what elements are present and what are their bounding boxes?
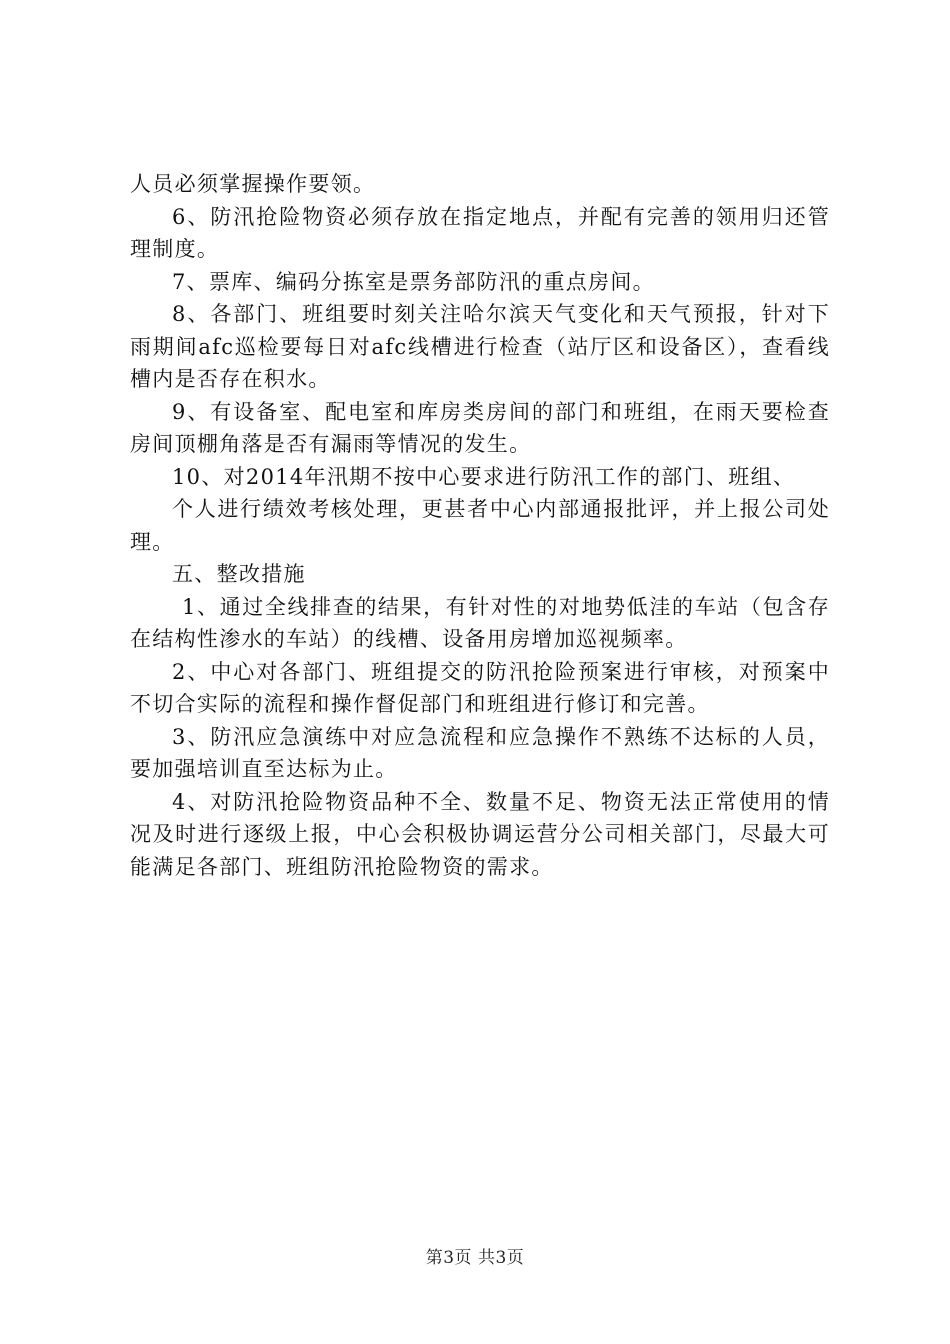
paragraph-measure-3: 3、防汛应急演练中对应急流程和应急操作不熟练不达标的人员，要加强培训直至达标为止。 — [130, 724, 830, 781]
paragraph-item-10: 10、对2014年汛期不按中心要求进行防汛工作的部门、班组、 — [172, 464, 796, 489]
paragraph-item-7: 7、票库、编码分拣室是票务部防汛的重点房间。 — [172, 269, 655, 294]
paragraph-item-10-continued: 个人进行绩效考核处理，更甚者中心内部通报批评，并上报公司处理。 — [130, 497, 830, 554]
paragraph-item-8: 8、各部门、班组要时刻关注哈尔滨天气变化和天气预报，针对下雨期间afc巡检要每日对afc线槽进行检查（站厅区和设备区），查看线槽内是否存在积水。 — [130, 302, 830, 391]
document-body — [130, 168, 830, 883]
paragraph-measure-2: 2、中心对各部门、班组提交的防汛抢险预案进行审核，对预案中不切合实际的流程和操作督促部门和班组进行修订和完善。 — [130, 659, 830, 716]
paragraph-measure-4: 4、对防汛抢险物资品种不全、数量不足、物资无法正常使用的情况及时进行逐级上报，中心会积极协调运营分公司相关部门，尽最大可能满足各部门、班组防汛抢险物资的需求。 — [130, 789, 830, 879]
section-heading-rectification: 五、整改措施 — [172, 562, 306, 586]
page-footer: 第3页 共3页 — [425, 1248, 525, 1268]
paragraph-item-6: 6、防汛抢险物资必须存放在指定地点，并配有完善的领用归还管理制度。 — [130, 204, 830, 261]
paragraph-continuation: 人员必须掌握操作要领。 — [130, 172, 376, 196]
paragraph-item-9: 9、有设备室、配电室和库房类房间的部门和班组，在雨天要检查房间顶棚角落是否有漏雨等情况的发生。 — [130, 399, 830, 456]
paragraph-measure-1: 1、通过全线排查的结果，有针对性的对地势低洼的车站（包含存在结构性渗水的车站）的线槽、设备用房增加巡视频率。 — [130, 594, 830, 651]
